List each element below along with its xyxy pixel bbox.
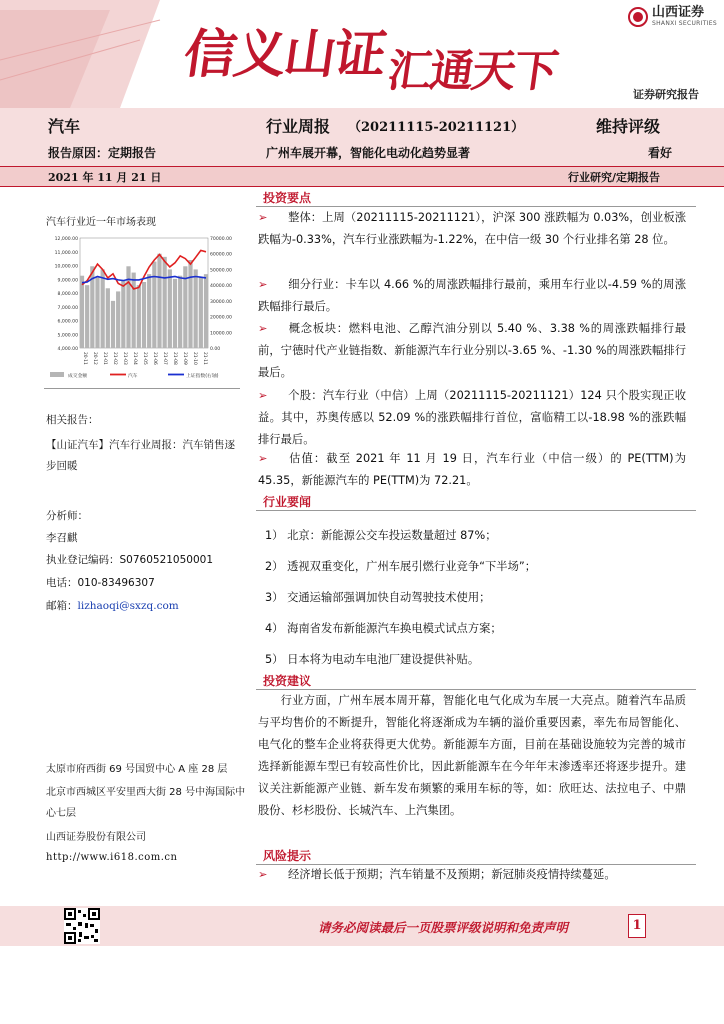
- x-tick-label: 21-05: [142, 352, 147, 365]
- y-right-tick-label: 0.00: [210, 347, 221, 352]
- x-tick-label: 21-04: [132, 352, 137, 365]
- volume-bar: [95, 277, 99, 348]
- risk-warning: [258, 864, 686, 886]
- volume-bar: [194, 269, 198, 348]
- rating-label: 维持评级: [596, 117, 661, 136]
- risk-text: 经济增长低于预期；汽车销量不及预期；新冠肺炎疫情持续蔓延。: [288, 868, 616, 881]
- volume-bar: [163, 257, 167, 348]
- section-title-news: 行业要闻: [263, 495, 312, 509]
- footer: [0, 906, 724, 946]
- bullet-text: 整体：上周（20211115-20211121），沪深 300 涨跌幅为 0.03%，创业板涨跌幅为-0.33%，汽车行业涨跌幅为-1.22%，在中信一级 30 个行业排名第 28 位。: [258, 211, 686, 246]
- y-left-tick-label: 9,000.00: [57, 278, 78, 284]
- volume-bar: [132, 273, 136, 348]
- bullet-text: 细分行业：卡车以 4.66 %的周涨跌幅排行最前，乘用车行业以-4.59 %的周涨跌幅排行最后。: [258, 278, 686, 313]
- legend-label: 汽车: [128, 374, 138, 379]
- section-title-highlights: 投资要点: [263, 191, 312, 205]
- y-right-tick-label: 20000.00: [210, 315, 232, 321]
- x-tick-label: 21-01: [102, 352, 107, 365]
- address-taiyuan: 太原市府西街 69 号国贸中心 A 座 28 层: [46, 764, 228, 775]
- volume-bar: [168, 269, 172, 348]
- bullet-stocks: [258, 385, 686, 451]
- y-left-tick-label: 6,000.00: [57, 319, 78, 325]
- x-tick-label: 21-02: [112, 352, 117, 365]
- y-right-tick-label: 70000.00: [210, 237, 232, 242]
- analyst-label: 分析师：: [46, 510, 88, 522]
- bullet-concept: [258, 318, 686, 384]
- arrow-bullet-icon: ➢: [258, 278, 268, 291]
- x-tick-label: 21-06: [152, 352, 157, 365]
- y-right-tick-label: 10000.00: [210, 331, 232, 337]
- volume-bar: [116, 291, 120, 348]
- volume-bar: [147, 274, 151, 348]
- volume-bar: [111, 301, 115, 348]
- volume-bar: [173, 279, 177, 348]
- arrow-bullet-icon: ➢: [258, 868, 268, 881]
- report-date: 2021 年 11 月 21 日: [48, 171, 162, 184]
- y-left-tick-label: 10,000.00: [54, 264, 78, 270]
- date-band: [0, 166, 724, 187]
- volume-bar: [157, 254, 161, 348]
- logo-en: SHANXI SECURITIES: [652, 20, 717, 27]
- x-tick-label: 21-07: [162, 352, 167, 365]
- qr-code-icon: [64, 908, 100, 944]
- news-item: 5） 日本将为电动车电池厂建设提供补贴。: [265, 653, 480, 666]
- bullet-text: 个股：汽车行业（中信）上周（20211115-20211121）124 只个股实现正收益。其中，苏奥传感以 52.09 %的涨跌幅排行首位，富临精工以-18.98 %的涨跌幅排行最后。: [258, 389, 686, 446]
- volume-bar: [178, 276, 182, 348]
- y-left-tick-label: 5,000.00: [57, 333, 78, 339]
- x-tick-label: 20-11: [82, 352, 87, 365]
- volume-bar: [101, 269, 105, 348]
- volume-bar: [199, 277, 203, 348]
- section-title-advice: 投资建议: [263, 674, 312, 688]
- news-item: 4） 海南省发布新能源汽车换电模式试点方案；: [265, 622, 502, 635]
- y-left-tick-label: 11,000.00: [54, 250, 78, 256]
- report-reason: 报告原因：定期报告: [48, 146, 157, 160]
- news-item: 3） 交通运输部强调加快自动驾驶技术使用；: [265, 591, 491, 604]
- y-left-tick-label: 12,000.00: [54, 237, 78, 242]
- logo-mark-icon: [628, 7, 648, 27]
- y-right-tick-label: 30000.00: [210, 299, 232, 305]
- report-series: 证券研究报告: [633, 88, 699, 101]
- y-right-tick-label: 60000.00: [210, 252, 232, 258]
- email-label: 邮箱：: [46, 600, 78, 612]
- bullet-valuation: [258, 448, 686, 492]
- slogan-part2: 汇通天下: [384, 46, 560, 97]
- header-banner: [0, 0, 724, 108]
- news-item: 2） 透视双重变化，广州车展引燃行业竞争“下半场”；: [265, 560, 537, 573]
- volume-bar: [121, 280, 125, 348]
- arrow-bullet-icon: ➢: [258, 211, 268, 224]
- company-logo: [628, 6, 717, 27]
- y-right-tick-label: 50000.00: [210, 268, 232, 274]
- section-divider: [256, 510, 696, 511]
- analyst-name: 李召麒: [46, 532, 78, 544]
- bullet-text: 概念板块：燃料电池、乙醇汽油分别以 5.40 %、3.38 %的周涨跌幅排行最前，宁德时代产业链指数、新能源汽车行业分别以-3.65 %、-1.30 %的周涨跌幅排行最后。: [258, 322, 686, 379]
- volume-bar: [204, 274, 208, 348]
- company-website-link[interactable]: http://www.i618.com.cn: [46, 852, 178, 863]
- investment-advice: 行业方面，广州车展本周开幕，智能化电气化成为车展一大亮点。随着汽车品质与平均售价的不断提升，智能化将逐渐成为车辆的溢价重要因素，率先布局智能化、电气化的整车企业将获得更大优势。新能源车方面，目前在基础设施较为完善的城市选择新能源车型已有较高性价比，因此新能源车在今年年末渗透率还将逐步提升。建议关注新能源产业链、新车发布频繁的乘用车标的等，如：欣旺达、法拉电子、中鼎股份、杉杉股份、长城汽车、上汽集团。: [258, 694, 686, 817]
- title-band: [0, 108, 724, 166]
- analyst-email-link[interactable]: lizhaoqi@sxzq.com: [77, 600, 179, 612]
- volume-bar: [152, 262, 156, 348]
- x-tick-label: 21-11: [202, 352, 207, 365]
- report-period: （20211115-20211121）: [348, 120, 525, 135]
- industry-name: 汽车: [48, 117, 81, 136]
- analyst-phone: 电话：010-83496307: [46, 577, 155, 589]
- legend-label: 成交金额: [68, 374, 88, 379]
- volume-bar: [80, 276, 84, 348]
- bullet-text: 估值：截至 2021 年 11 月 19 日，汽车行业（中信一级）的 PE(TTM)为 45.35，新能源汽车的 PE(TTM)为 72.21。: [258, 452, 686, 487]
- legend-label: 上证指数(右轴): [186, 374, 219, 379]
- bullet-overall: [258, 207, 686, 251]
- section-title-risk: 风险提示: [263, 849, 312, 863]
- volume-bar: [142, 282, 146, 348]
- x-tick-label: 21-03: [122, 352, 127, 365]
- arrow-bullet-icon: ➢: [258, 322, 268, 335]
- volume-bar: [85, 285, 89, 348]
- x-tick-label: 21-08: [172, 352, 177, 365]
- page-number: 1: [628, 914, 646, 938]
- related-label: 相关报告：: [46, 414, 99, 426]
- arrow-bullet-icon: ➢: [258, 389, 268, 402]
- market-performance-chart: [44, 226, 240, 384]
- logo-name: 山西证券: [652, 5, 705, 20]
- report-category: 行业研究/定期报告: [568, 171, 661, 184]
- company-name: 山西证券股份有限公司: [46, 832, 146, 843]
- x-tick-label: 21-09: [182, 352, 187, 365]
- related-report-link[interactable]: 【山证汽车】汽车行业周报：汽车销售逐步回暖: [46, 439, 235, 472]
- analyst-license: 执业登记编码：S0760521050001: [46, 554, 214, 566]
- report-type: 行业周报: [266, 117, 331, 136]
- chart-title: 汽车行业近一年市场表现: [46, 217, 156, 228]
- x-tick-label: 21-10: [192, 352, 197, 365]
- headline: 广州车展开幕，智能化电动化趋势显著: [266, 146, 471, 160]
- y-left-tick-label: 8,000.00: [57, 292, 78, 297]
- disclaimer-notice: 请务必阅读最后一页股票评级说明和免责声明: [318, 920, 569, 935]
- legend-swatch: [50, 372, 64, 377]
- slogan-part1: 信义山证: [180, 24, 389, 85]
- x-tick-label: 20-12: [92, 352, 97, 365]
- slogan: [180, 12, 565, 97]
- news-item: 1） 北京：新能源公交车投运数量超过 87%；: [265, 529, 497, 542]
- volume-bar: [106, 288, 110, 348]
- bullet-subsector: [258, 274, 686, 318]
- volume-bar: [188, 260, 192, 348]
- arrow-bullet-icon: ➢: [258, 452, 268, 465]
- address-beijing: 北京市西城区平安里西大街 28 号中海国际中心七层: [46, 787, 246, 819]
- rating: 看好: [648, 146, 673, 160]
- y-left-tick-label: 4,000.00: [57, 347, 78, 352]
- volume-bar: [137, 285, 141, 348]
- y-left-tick-label: 7,000.00: [57, 305, 78, 311]
- y-right-tick-label: 40000.00: [210, 284, 232, 290]
- divider: [44, 388, 240, 389]
